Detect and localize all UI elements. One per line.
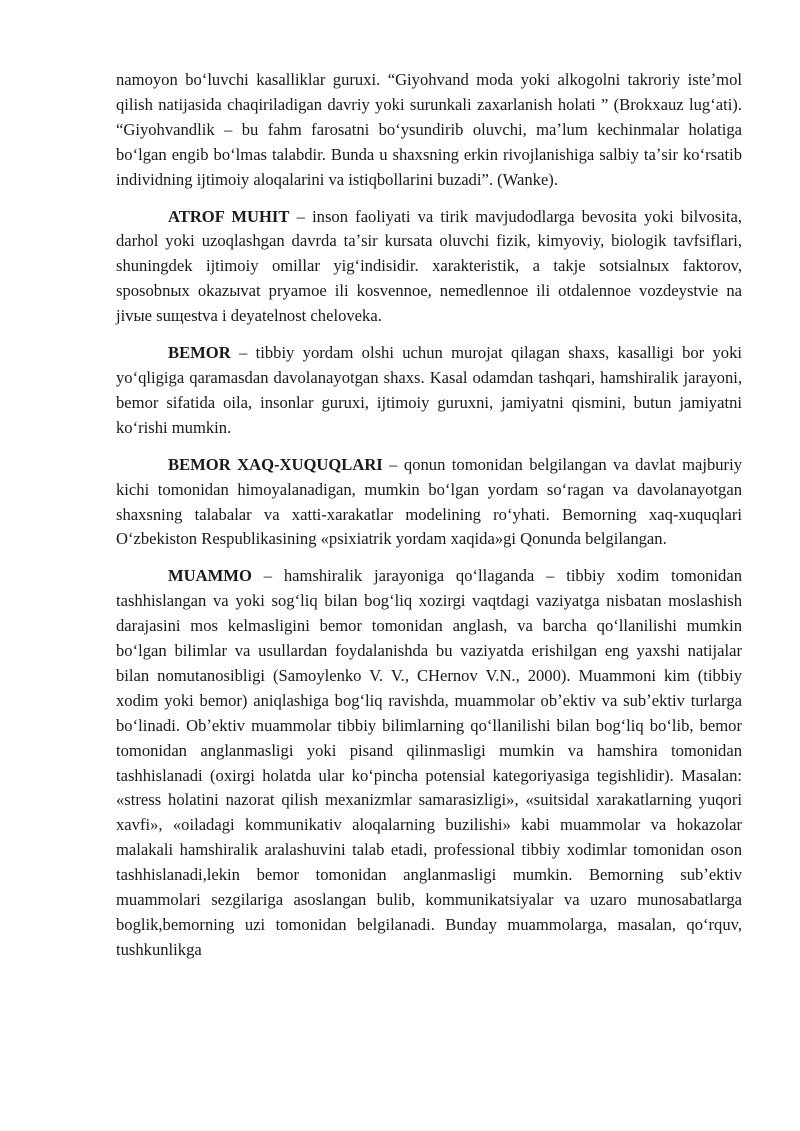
- paragraph-text: – inson faoliyati va tirik mavjudodlarga bevosita yoki bilvosita, darhol yoki uzoqlashgan davrda taʼsir kursata oluvchi fizik, kimyoviy, biologik tavfsiflari, shuningdek ijtimoiy omillar yigʻindisidir. xarakteristik, a takje sotsialnых faktorov, sposobnых okazыvat pryamoe ili kosvennoe, nemedlennoe ili otdalennoe vozdeystvie na jivыe suщestva i deyatelnost cheloveka.: [116, 206, 742, 326]
- paragraph-text: – tibbiy yordam olshi uchun murojat qilagan shaxs, kasalligi bor yoki yoʻqligiga qaramasdan davolanayotgan shaxs. Kasal odamdan tashqari, hamshiralik jarayoni, bemor sifatida oila, insonlar guruxi, ijtimoiy guruxni, jamiyatni qismini, butun jamiyatni koʻrishi mumkin.: [116, 343, 742, 437]
- term-heading: ATROF MUHIT: [168, 206, 290, 226]
- paragraph-text: namoyon boʻluvchi kasalliklar guruxi. “Giyohvand moda yoki alkogolni takroriy isteʼmol qilish natijasida chaqiriladigan davriy yoki surunkali zaxarlanish holati ” (Brokxauz lugʻati). “Giyohvandlik – bu fahm farosatni boʻysundirib oluvchi, maʼlum kechinmalar holatiga boʻlgan engib boʻlmas talabdir. Bunda u shaxsning erkin rivojlanishiga salbiy taʼsir koʻrsatib individning ijtimoiy aloqalarini va istiqbollarini buzadi”. (Wanke).: [116, 70, 742, 189]
- paragraph-atrof-muhit: [116, 205, 742, 330]
- paragraph-text: – hamshiralik jarayoniga qoʻllaganda – tibbiy xodim tomonidan tashhislangan va yoki sogʻliq bilan bogʻliq xozirgi vaqtdagi vaziyatga nisbatan moslashish darajasini mos kelmasligini bemor tomonidan anglash, va barcha qoʻllanilishi mumkin boʻlgan bilimlar va usullardan foydalanishda bu vaziyatda erishilgan eng yaxshi natijalar bilan nomutanosibligi (Samoylenko V. V., CHernov V.N., 2000). Muammoni kim (tibbiy xodim yoki bemor) aniqlashiga bogʻliq ravishda, muammolar obʼektiv va subʼektiv turlarga boʻlinadi. Obʼektiv muammolar tibbiy bilimlarning qoʻllanilishi bilan bogʻliq boʻlib, bemor tomonidan anglanmasligi yoki pisand qilinmasligi mumkin va hamshira tomonidan tashhislanadi (oxirgi holatda ular koʻpincha potensial kategoriyasiga tegishlidir). Masalan: «stress holatini nazorat qilish mexanizmlar samarasizligi», «suitsidal xarakatlarning yuqori xavfi», «oiladagi kommunikativ aloqalarning buzilishi» kabi muammolar va hokazolar malakali hamshiralik aralashuvini talab etadi, professional tibbiy xodimlar tomonidan oson tashhislanadi,lekin bemor tomonidan anglanmasligi mumkin. Bemorning subʼektiv muammolari sezgilariga asoslangan bulib, kommunikatsiyalar va uzaro munosabatlarga boglik,bemorning uzi tomonidan belgilanadi. Bunday muammolarga, masalan, qoʻrquv, tushkunlikga: [116, 566, 742, 959]
- document-page: [116, 68, 742, 975]
- paragraph-text: – qonun tomonidan belgilangan va davlat majburiy kichi tomonidan himoyalanadigan, mumkin boʻlgan yordam soʻragan va davolanayotgan shaxsning talabalar va xatti-xarakatlar modelining roʻyhati. Bemorning xaq-xuquqlari Oʻzbekiston Respublikasining «psixiatrik yordam xaqida»gi Qonunda belgilangan.: [116, 454, 742, 549]
- paragraph-bemor-xaq-xuquqlari: [116, 453, 742, 553]
- paragraph-muammo: [116, 564, 742, 963]
- paragraph-continuation: [116, 68, 742, 193]
- term-heading: BEMOR: [168, 343, 231, 363]
- term-heading: MUAMMO: [168, 566, 252, 586]
- paragraph-bemor: [116, 341, 742, 441]
- term-heading: BEMOR XAQ-XUQUQLARI: [168, 454, 383, 474]
